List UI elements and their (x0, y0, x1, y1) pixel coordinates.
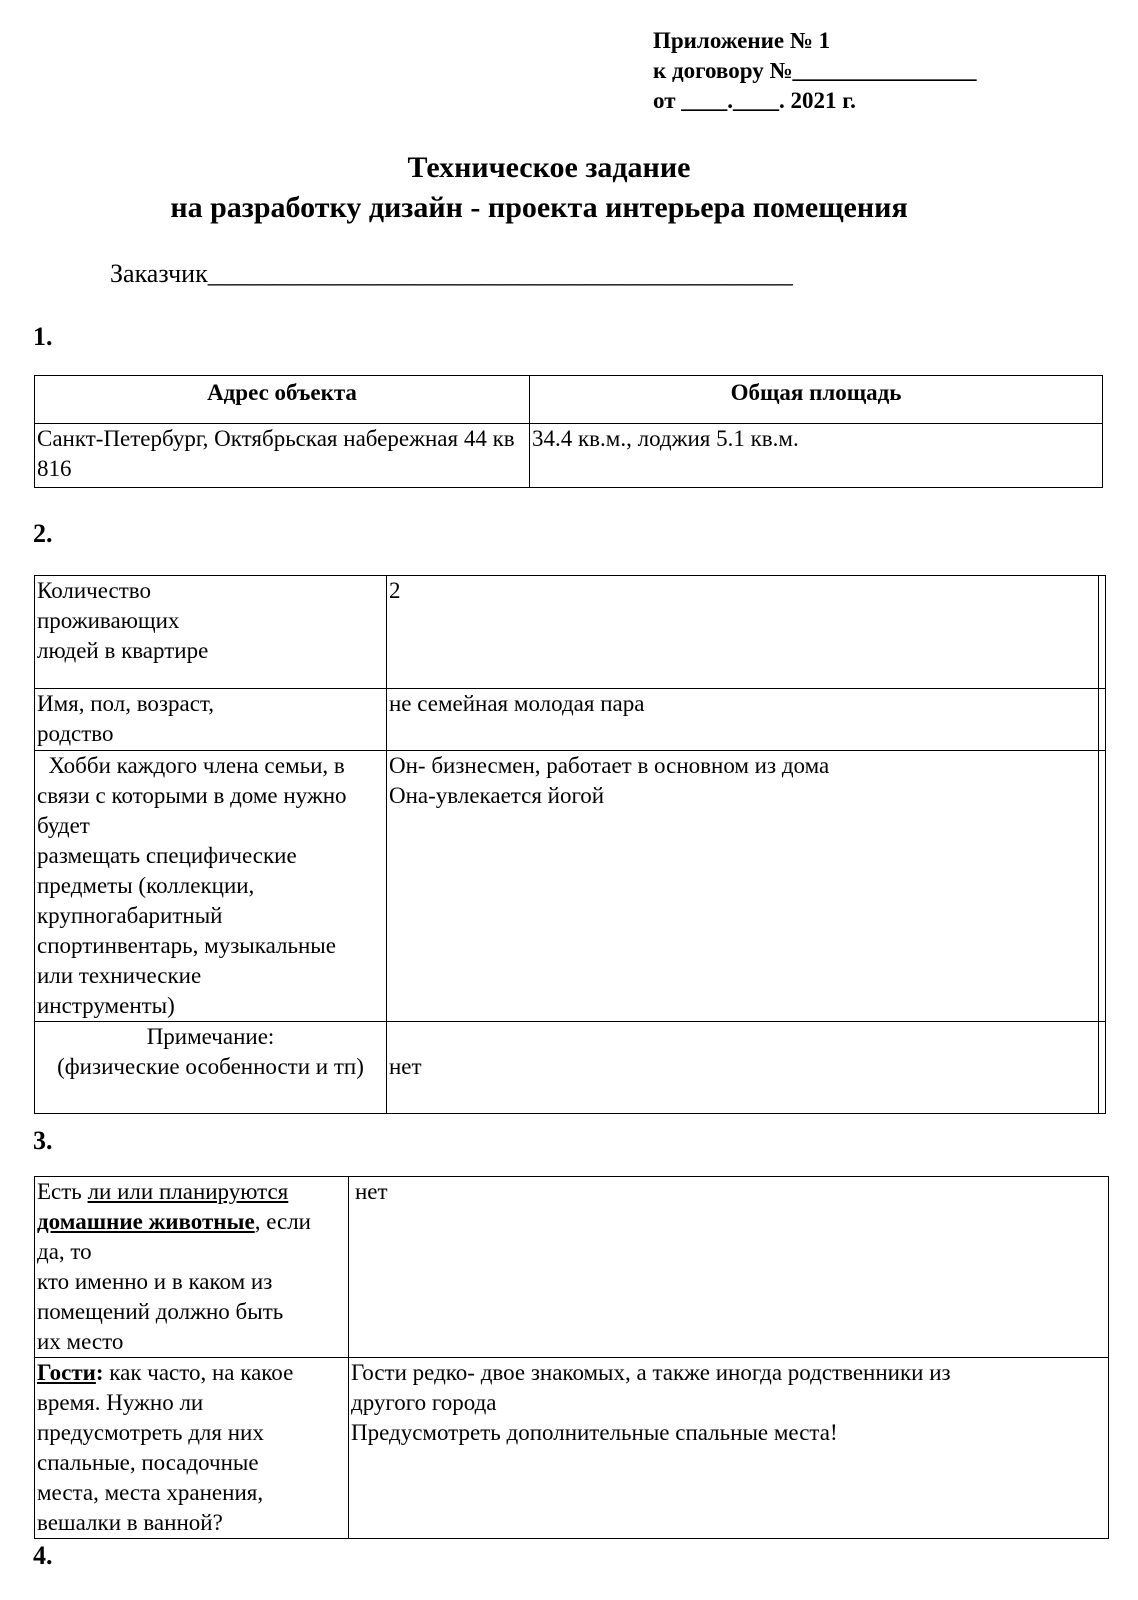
table-edge (1099, 1022, 1106, 1114)
document-title: Техническое задание (407, 151, 691, 184)
customer-field: Заказчик_____________________________________________ (110, 259, 793, 288)
contract-date: от ____.____. 2021 г. (653, 88, 856, 113)
table-edge (1099, 689, 1106, 751)
address-cell: Санкт-Петербург, Октябрьская набережная 44 кв 816 (35, 424, 530, 488)
name-gender-value: не семейная молодая пара (387, 689, 1099, 751)
guests-label: Гости: как часто, на какое время. Нужно ли предусмотреть для них спальные, посадочные места, места хранения, вешалки в ванной? (35, 1358, 349, 1539)
area-header: Общая площадь (530, 376, 1103, 424)
table-row (35, 1022, 1106, 1114)
appendix-header (653, 26, 977, 116)
section-number-4: 4. (33, 1541, 53, 1570)
document-subtitle: на разработку дизайн - проекта интерьера помещения (170, 191, 908, 224)
table-row (35, 424, 1103, 488)
hobbies-value: Он- бизнесмен, работает в основном из дома Она-увлекается йогой (387, 751, 1099, 1022)
name-gender-label: Имя, пол, возраст, родство (35, 689, 387, 751)
pets-value: нет (349, 1177, 1109, 1358)
guests-value: Гости редко- двое знакомых, а также иногда родственники из другого города Предусмотреть дополнительные спальные места! (349, 1358, 1109, 1539)
address-header: Адрес объекта (35, 376, 530, 424)
note-label: Примечание: (физические особенности и тп) (35, 1022, 387, 1114)
residents-table (34, 575, 1106, 1114)
area-cell: 34.4 кв.м., лоджия 5.1 кв.м. (530, 424, 1103, 488)
appendix-number: Приложение № 1 (653, 28, 831, 53)
pets-guests-table (34, 1176, 1109, 1539)
pets-label: Есть ли или планируются домашние животные, если да, то кто именно и в каком из помещений должно быть их место (35, 1177, 349, 1358)
table-edge (1099, 751, 1106, 1022)
section-number-1: 1. (33, 322, 53, 351)
table-edge (1099, 576, 1106, 689)
contract-number: к договору №________________ (653, 58, 977, 83)
table-row (35, 689, 1106, 751)
table-row (35, 576, 1106, 689)
table-row (35, 1177, 1109, 1358)
table-row (35, 1358, 1109, 1539)
table-header-row (35, 376, 1103, 424)
table-row (35, 751, 1106, 1022)
residents-count-label: Количество проживающих людей в квартире (35, 576, 387, 689)
note-value: нет (387, 1022, 1099, 1114)
object-table (34, 375, 1103, 488)
hobbies-label: Хобби каждого члена семьи, в связи с которыми в доме нужно будет размещать специфические предметы (коллекции, крупногабаритный спортинвентарь, музыкальные или технические инструменты) (35, 751, 387, 1022)
section-number-2: 2. (33, 519, 53, 548)
residents-count-value: 2 (387, 576, 1099, 689)
section-number-3: 3. (33, 1126, 53, 1155)
